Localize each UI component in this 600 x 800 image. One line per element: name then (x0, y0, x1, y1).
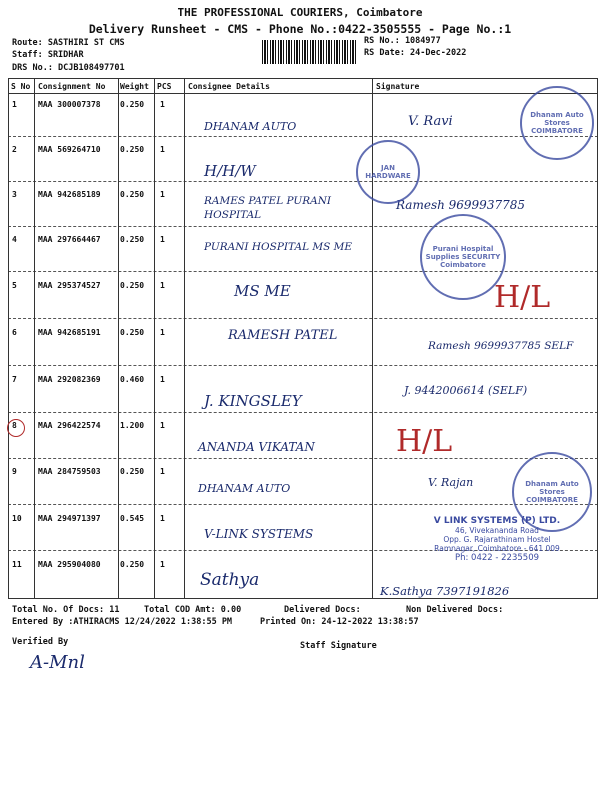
company-title: THE PROFESSIONAL COURIERS, Coimbatore (177, 6, 423, 19)
hardware-stamp: JAN HARDWARE (356, 140, 420, 204)
row-sno: 3 (12, 190, 17, 199)
vlink-address-2: Opp. G. Rajarathinam Hostel (443, 535, 551, 544)
runsheet-title: Delivery Runsheet - CMS - Phone No.:0422-3505555 - Page No.:1 (88, 22, 512, 36)
row-signature: V. Ravi (408, 114, 453, 129)
row-consignee: DHANAM AUTO (198, 482, 291, 495)
row-consignment: MAA 295374527 (38, 281, 101, 290)
hl-mark-2: H/L (396, 424, 453, 459)
row-consignment: MAA 294971397 (38, 514, 101, 523)
row-consignment: MAA 569264710 (38, 145, 101, 154)
row-consignment: MAA 284759503 (38, 467, 101, 476)
vlink-address-1: 46, Vivekananda Road (455, 526, 539, 535)
row-signature: Ramesh 9699937785 SELF (428, 340, 574, 352)
row-consignee: J. KINGSLEY (204, 392, 302, 410)
col-weight: Weight (120, 82, 149, 91)
hl-mark: H/L (494, 280, 551, 315)
row-consignee: PURANI HOSPITAL MS ME (204, 241, 353, 253)
row-sno: 6 (12, 328, 17, 337)
row-weight: 0.250 (120, 190, 145, 199)
verified-signature: A-Mnl (30, 652, 85, 673)
row-consignment: MAA 942685191 (38, 328, 101, 337)
row-pcs: 1 (160, 281, 165, 290)
row-weight: 0.250 (120, 467, 145, 476)
staff-signature-label: Staff Signature (300, 641, 377, 651)
entered-by: Entered By :ATHIRACMS 12/24/2022 1:38:55 PM (12, 617, 233, 627)
purani-stamp: Purani Hospital Supplies SECURITY Coimbatore (420, 214, 506, 300)
row-consignee: MS ME (234, 282, 291, 300)
drs-number: DRS No.: DCJB108497701 (12, 63, 125, 73)
route-label: Route: SASTHIRI ST CMS (12, 38, 125, 48)
verified-by-label: Verified By (12, 637, 69, 647)
circle-mark (7, 419, 25, 437)
vlink-stamp (404, 516, 590, 563)
row-consignment: MAA 300007378 (38, 100, 101, 109)
row-weight: 0.545 (120, 514, 145, 523)
rs-number: RS No.: 1084977 (364, 36, 441, 46)
row-consignment: MAA 295904080 (38, 560, 101, 569)
row-signature: V. Rajan (428, 476, 474, 489)
vlink-name: V LINK SYSTEMS (P) LTD. (433, 516, 561, 526)
dhanam-stamp-2: Dhanam Auto Stores COIMBATORE (512, 452, 592, 532)
col-consignee: Consignee Details (188, 82, 270, 91)
total-docs: Total No. Of Docs: 11 (12, 605, 120, 615)
row-weight: 0.250 (120, 281, 145, 290)
row-pcs: 1 (160, 560, 165, 569)
row-sno: 10 (12, 514, 22, 523)
row-weight: 0.250 (120, 235, 145, 244)
row-consignee: DHANAM AUTO (204, 120, 297, 133)
delivered-docs: Delivered Docs: (284, 605, 361, 615)
row-consignee: RAMES PATEL PURANI HOSPITAL (204, 195, 332, 221)
row-pcs: 1 (160, 375, 165, 384)
row-sno: 8 (12, 421, 17, 430)
printed-on: Printed On: 24-12-2022 13:38:57 (260, 617, 419, 627)
col-pcs: PCS (157, 82, 172, 91)
col-sno: S No (11, 82, 31, 91)
row-consignee: Sathya (200, 570, 260, 590)
row-sno: 5 (12, 281, 17, 290)
row-weight: 0.250 (120, 328, 145, 337)
row-sno: 1 (12, 100, 17, 109)
row-consignee: RAMESH PATEL (228, 328, 338, 343)
row-pcs: 1 (160, 421, 165, 430)
vlink-phone: Ph: 0422 - 2235509 (454, 553, 540, 563)
row-sno: 7 (12, 375, 17, 384)
row-pcs: 1 (160, 467, 165, 476)
row-pcs: 1 (160, 235, 165, 244)
row-weight: 0.250 (120, 560, 145, 569)
barcode (262, 40, 358, 64)
row-signature: Ramesh 9699937785 (396, 198, 525, 212)
row-consignment: MAA 296422574 (38, 421, 101, 430)
row-pcs: 1 (160, 145, 165, 154)
row-pcs: 1 (160, 514, 165, 523)
staff-label: Staff: SRIDHAR (12, 50, 84, 60)
row-weight: 0.460 (120, 375, 145, 384)
row-signature: K.Sathya 7397191826 (380, 584, 510, 598)
col-consignment: Consignment No (38, 82, 106, 91)
total-cod: Total COD Amt: 0.00 (144, 605, 242, 615)
row-signature: J. 9442006614 (SELF) (404, 384, 528, 397)
row-consignee: H/H/W (204, 162, 256, 180)
col-signature: Signature (376, 82, 420, 91)
row-pcs: 1 (160, 328, 165, 337)
row-consignee: V-LINK SYSTEMS (204, 527, 314, 541)
vlink-address-3: Ramnagar, Coimbatore - 641 009 (434, 544, 560, 553)
row-sno: 2 (12, 145, 17, 154)
dhanam-stamp: Dhanam Auto Stores COIMBATORE (520, 86, 594, 160)
row-weight: 0.250 (120, 145, 145, 154)
row-sno: 11 (12, 560, 22, 569)
row-consignment: MAA 942685189 (38, 190, 101, 199)
row-consignment: MAA 292082369 (38, 375, 101, 384)
row-weight: 1.200 (120, 421, 145, 430)
row-sno: 4 (12, 235, 17, 244)
row-consignment: MAA 297664467 (38, 235, 101, 244)
non-delivered-docs: Non Delivered Docs: (406, 605, 504, 615)
row-pcs: 1 (160, 100, 165, 109)
row-weight: 0.250 (120, 100, 145, 109)
row-consignee: ANANDA VIKATAN (198, 440, 315, 454)
rs-date: RS Date: 24-Dec-2022 (364, 48, 467, 58)
row-pcs: 1 (160, 190, 165, 199)
row-sno: 9 (12, 467, 17, 476)
